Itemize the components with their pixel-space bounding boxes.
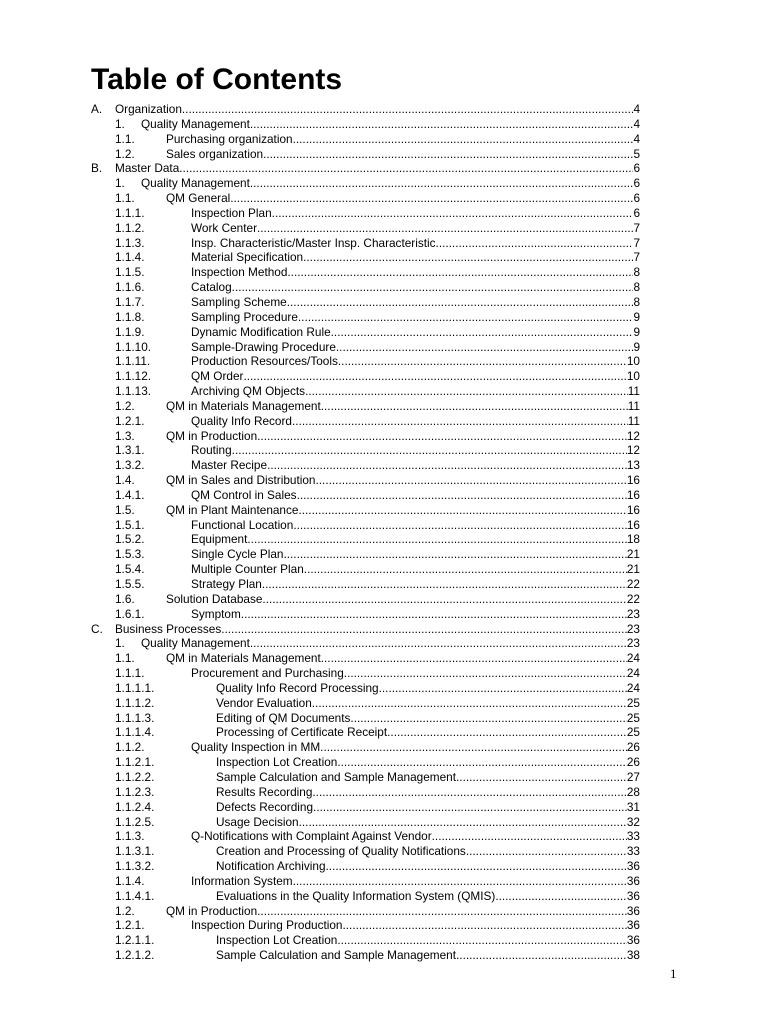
dot-leader [298,310,634,325]
toc-entry-number: 1.1.1. [115,666,145,681]
toc-entry-page: 24 [626,680,640,695]
toc-entry-label: Sampling Scheme [191,294,287,309]
toc-entry-label: Business Processes [115,621,222,636]
toc-entry-label: Archiving QM Objects [191,384,306,399]
toc-entry[interactable] [91,651,640,666]
toc-entry[interactable] [91,844,640,859]
toc-entry-number: 1.4.1. [115,487,145,502]
toc-entry[interactable] [91,696,640,711]
toc-entry[interactable] [91,161,640,176]
dot-leader [262,577,627,592]
dot-leader [432,829,627,844]
toc-entry[interactable] [91,518,640,533]
dot-leader [320,740,627,755]
toc-entry-number: 1.1.3. [115,235,145,250]
toc-entry[interactable] [91,503,640,518]
toc-entry-page: 10 [626,354,640,369]
dot-leader [316,473,627,488]
toc-entry-label: Solution Database [166,591,263,606]
toc-entry[interactable] [91,310,640,325]
toc-entry-label: Quality Management [141,116,250,131]
toc-entry-label: Defects Recording [216,799,314,814]
toc-entry-number: 1.1.13. [115,384,152,399]
dot-leader [182,102,634,117]
toc-entry-number: 1.1.5. [115,265,145,280]
toc-entry-number: 1.1.2. [115,220,145,235]
toc-entry-label: Strategy Plan [191,577,262,591]
dot-leader [257,904,627,919]
toc-entry-page: 6 [633,161,640,176]
toc-entry[interactable] [91,236,640,251]
toc-entry-page: 4 [633,116,640,131]
toc-entry[interactable] [91,725,640,740]
toc-entry-number: 1.1. [115,191,135,206]
dot-leader [293,874,627,889]
toc-entry-label: Insp. Characteristic/Master Insp. Characteristic [191,235,436,250]
toc-entry-page: 28 [626,784,640,799]
toc-entry-page: 13 [626,458,640,473]
dot-leader [312,785,626,800]
toc-entry[interactable] [91,859,640,874]
toc-entry-label: Evaluations in the Quality Information System (QMIS) [216,888,496,903]
toc-entry-page: 21 [626,562,640,577]
toc-entry-number: 1.3.1. [115,443,145,458]
toc-entry-page: 12 [626,428,640,443]
toc-entry-number: 1.5.2. [115,532,145,547]
toc-entry-label: QM in Plant Maintenance [166,502,299,517]
toc-entry[interactable] [91,280,640,295]
toc-entry[interactable] [91,369,640,384]
dot-leader [387,725,627,740]
toc-entry-page: 22 [626,577,640,591]
toc-entry-label: Sampling Procedure [191,309,298,324]
toc-entry-page: 16 [626,502,640,517]
toc-entry-page: 8 [633,280,640,295]
toc-entry[interactable] [91,532,640,547]
toc-entry[interactable] [91,755,640,770]
toc-entry-page: 27 [626,769,640,784]
toc-entry-label: Quality Management [141,636,250,651]
dot-leader [466,844,627,859]
toc-entry-number: 1.3. [115,428,135,443]
dot-leader [250,176,634,191]
toc-entry-label: Quality Info Record Processing [216,680,379,695]
toc-entry[interactable] [91,785,640,800]
toc-entry-page: 32 [626,814,640,829]
toc-entry[interactable] [91,458,640,473]
toc-entry-page: 11 [627,413,640,428]
toc-entry-page: 6 [633,205,640,220]
toc-entry[interactable] [91,117,640,132]
toc-entry-page: 5 [633,146,640,161]
toc-entry-label: QM Order [191,369,244,384]
toc-entry-page: 23 [626,606,640,621]
toc-entry-number: 1.2.1. [115,413,145,428]
toc-entry-label: QM in Materials Management [166,398,321,413]
toc-entry[interactable] [91,176,640,191]
toc-entry-number: 1.5.3. [115,547,145,562]
toc-entry-page: 38 [626,948,640,963]
toc-entry-label: Results Recording [216,784,313,799]
toc-entry-page: 8 [633,294,640,309]
toc-entry-page: 7 [633,250,640,265]
dot-leader [336,340,634,355]
toc-entry-label: QM in Production [166,428,258,443]
toc-entry[interactable] [91,948,640,963]
toc-entry[interactable] [91,488,640,503]
toc-entry-number: 1.2. [115,398,135,413]
toc-entry-label: Production Resources/Tools [191,354,338,369]
toc-entry-label: Single Cycle Plan [191,547,284,562]
toc-entry-number: 1.1.2.1. [115,755,155,770]
toc-entry[interactable] [91,607,640,622]
toc-entry-label: Q-Notifications with Complaint Against Vendor [191,829,432,844]
toc-entry-number: 1. [115,116,125,131]
toc-entry-number: 1.1.4.1. [115,888,155,903]
toc-entry[interactable] [91,711,640,726]
toc-entry-page: 11 [627,398,640,413]
dot-leader [456,770,627,785]
toc-entry-number: 1.1.3. [115,829,145,844]
toc-entry[interactable] [91,681,640,696]
toc-entry[interactable] [91,874,640,889]
toc-entry-label: Vendor Evaluation [216,695,312,710]
toc-entry[interactable] [91,102,640,117]
toc-entry-label: Master Recipe [191,458,268,473]
toc-entry[interactable] [91,918,640,933]
toc-entry[interactable] [91,399,640,414]
dot-leader [293,132,634,147]
toc-entry-label: Sample Calculation and Sample Management [216,948,457,963]
toc-entry-page: 10 [626,369,640,384]
toc-entry[interactable] [91,221,640,236]
dot-leader [297,488,627,503]
toc-entry-number: 1.2. [115,146,135,161]
toc-entry-page: 16 [626,473,640,488]
toc-entry-page: 4 [633,131,640,146]
toc-entry-number: 1.1.1.3. [115,710,155,725]
toc-entry-page: 16 [626,487,640,502]
dot-leader [230,191,633,206]
dot-leader [292,414,628,429]
toc-entry-number: 1.1.1.2. [115,695,155,710]
toc-entry[interactable] [91,473,640,488]
toc-entry-label: Organization [115,102,182,116]
toc-entry-number: 1.4. [115,473,135,488]
toc-entry[interactable] [91,622,640,637]
toc-entry-page: 36 [626,933,640,948]
toc-entry-page: 31 [626,799,640,814]
toc-entry-label: Creation and Processing of Quality Notifications [216,844,466,859]
toc-entry-label: Inspection Lot Creation [216,755,338,770]
toc-entry[interactable] [91,132,640,147]
dot-leader [313,800,627,815]
dot-leader [331,325,634,340]
dot-leader [456,948,627,963]
toc-entry-label: Information System [191,873,293,888]
toc-entry[interactable] [91,740,640,755]
toc-entry-label: Sample-Drawing Procedure [191,339,336,354]
dot-leader [243,369,626,384]
toc-entry[interactable] [91,666,640,681]
toc-entry[interactable] [91,414,640,429]
toc-entry[interactable] [91,443,640,458]
dot-leader [287,265,633,280]
toc-entry[interactable] [91,904,640,919]
toc-entry[interactable] [91,340,640,355]
dot-leader [283,547,626,562]
toc-entry-label: Inspection Lot Creation [216,933,338,948]
toc-entry-label: Functional Location [191,517,294,532]
toc-entry-number: 1.2.1.2. [115,948,155,963]
toc-entry-label: Sales organization [166,146,264,161]
toc-entry-number: 1.1. [115,131,135,146]
toc-entry-number: 1. [115,176,125,191]
dot-leader [379,681,627,696]
toc-entry-label: Material Specification [191,250,304,265]
dot-leader [321,399,628,414]
dot-leader [436,236,634,251]
page-title: Table of Contents [91,63,343,96]
toc-entry[interactable] [91,325,640,340]
table-of-contents [91,102,640,963]
toc-entry-number: 1.1.4. [115,250,145,265]
dot-leader [293,518,627,533]
toc-entry-number: 1.1.12. [115,369,152,384]
toc-entry-page: 25 [626,710,640,725]
toc-entry-number: 1.1. [115,651,135,666]
toc-entry-label: Catalog [191,280,232,295]
toc-entry[interactable] [91,562,640,577]
toc-entry-label: Equipment [191,532,248,547]
toc-entry[interactable] [91,889,640,904]
toc-entry[interactable] [91,815,640,830]
toc-entry-page: 7 [633,220,640,235]
toc-entry-number: 1.1.3.2. [115,859,155,874]
toc-entry-number: 1.1.4. [115,873,145,888]
toc-entry-page: 6 [633,191,640,206]
toc-entry-number: 1.1.2.5. [115,814,155,829]
toc-entry-label: QM in Sales and Distribution [166,473,316,488]
toc-entry-label: Dynamic Modification Rule [191,324,331,339]
toc-entry[interactable] [91,547,640,562]
toc-entry-page: 9 [633,309,640,324]
toc-entry-number: C. [91,621,103,636]
dot-leader [344,666,627,681]
toc-entry-label: Purchasing organization [166,131,293,146]
toc-entry-label: Quality Inspection in MM [191,740,321,755]
toc-entry-page: 9 [633,324,640,339]
toc-entry-number: 1.1.2. [115,740,145,755]
toc-entry-number: 1.1.9. [115,324,145,339]
dot-leader [312,696,627,711]
toc-entry-label: Procurement and Purchasing [191,666,344,681]
toc-entry[interactable] [91,295,640,310]
dot-leader [299,815,627,830]
toc-entry[interactable] [91,147,640,162]
toc-entry-page: 26 [626,755,640,770]
dot-leader [326,859,627,874]
dot-leader [338,354,627,369]
dot-leader [303,250,633,265]
dot-leader [221,622,627,637]
toc-entry-label: Master Data [115,161,180,176]
toc-entry-page: 8 [633,265,640,280]
toc-entry[interactable] [91,829,640,844]
toc-entry-number: A. [91,102,103,116]
toc-entry-label: Routing [191,443,232,458]
toc-entry-page: 24 [626,651,640,666]
toc-entry-number: 1.1.2.4. [115,799,155,814]
toc-entry[interactable] [91,250,640,265]
dot-leader [262,592,626,607]
toc-entry-page: 6 [633,176,640,191]
dot-leader [272,206,634,221]
toc-entry-number: 1.2.1. [115,918,145,933]
toc-entry-page: 25 [626,695,640,710]
toc-entry-number: 1.2.1.1. [115,933,155,948]
toc-entry-page: 11 [627,384,640,399]
toc-entry-page: 25 [626,725,640,740]
toc-entry-page: 33 [626,844,640,859]
toc-entry-page: 23 [626,621,640,636]
toc-entry-page: 7 [633,235,640,250]
toc-entry-page: 36 [626,888,640,903]
dot-leader [250,636,627,651]
toc-entry-number: 1.5.1. [115,517,145,532]
toc-entry-number: 1.3.2. [115,458,145,473]
dot-leader [267,458,627,473]
toc-entry-label: Notification Archiving [216,859,326,874]
toc-entry[interactable] [91,592,640,607]
toc-entry-label: Multiple Counter Plan [191,562,304,577]
toc-entry-page: 22 [626,591,640,606]
dot-leader [495,889,627,904]
dot-leader [232,443,627,458]
toc-entry-number: 1.5.4. [115,562,145,577]
toc-entry-page: 36 [626,859,640,874]
toc-entry-label: Work Center [191,220,257,235]
dot-leader [232,280,634,295]
toc-entry-label: QM Control in Sales [191,487,297,502]
toc-entry-label: QM in Production [166,903,258,918]
page-number: 1 [670,966,677,981]
toc-entry-number: 1.6. [115,591,135,606]
toc-entry[interactable] [91,354,640,369]
toc-entry-number: 1.1.8. [115,309,145,324]
dot-leader [350,711,626,726]
toc-entry-number: 1.5.5. [115,577,145,591]
toc-entry-number: 1.1.2.2. [115,769,155,784]
toc-entry-page: 12 [626,443,640,458]
toc-entry[interactable] [91,636,640,651]
toc-entry[interactable] [91,206,640,221]
dot-leader [241,607,627,622]
toc-entry-number: 1.1.2.3. [115,784,155,799]
toc-entry-page: 26 [626,740,640,755]
dot-leader [298,503,626,518]
toc-entry-page: 4 [633,102,640,116]
toc-entry-number: 1.1.7. [115,294,145,309]
toc-entry-page: 9 [633,339,640,354]
toc-entry-label: Symptom [191,606,241,621]
toc-entry-page: 36 [626,918,640,933]
toc-entry-number: 1.2. [115,903,135,918]
toc-entry-label: Inspection During Production [191,918,343,933]
toc-entry-label: Inspection Plan [191,205,272,220]
toc-entry-number: 1.1.1.4. [115,725,155,740]
toc-entry-page: 21 [626,547,640,562]
toc-entry[interactable] [91,770,640,785]
toc-entry-number: 1.5. [115,502,135,517]
dot-leader [337,933,627,948]
toc-entry[interactable] [91,933,640,948]
toc-entry-number: 1.1.1. [115,205,145,220]
toc-entry-label: Editing of QM Documents [216,710,351,725]
toc-entry-label: QM in Materials Management [166,651,321,666]
dot-leader [179,161,633,176]
toc-entry-page: 23 [626,636,640,651]
toc-entry-label: Quality Info Record [191,413,292,428]
dot-leader [321,651,627,666]
toc-entry[interactable] [91,429,640,444]
toc-entry-number: 1. [115,636,125,651]
toc-entry-number: 1.1.1.1. [115,680,155,695]
toc-entry-page: 36 [626,903,640,918]
toc-entry-number: 1.1.6. [115,280,145,295]
dot-leader [304,562,627,577]
toc-entry-number: 1.1.10. [115,339,152,354]
toc-entry-page: 18 [626,532,640,547]
dot-leader [337,755,627,770]
toc-entry-number: 1.1.3.1. [115,844,155,859]
toc-entry-label: Inspection Method [191,265,288,280]
toc-entry-number: B. [91,161,103,176]
toc-entry-page: 16 [626,517,640,532]
dot-leader [305,384,628,399]
dot-leader [342,918,626,933]
dot-leader [250,117,634,132]
toc-entry-page: 33 [626,829,640,844]
dot-leader [263,147,633,162]
toc-entry-label: Sample Calculation and Sample Management [216,769,457,784]
toc-entry-label: Processing of Certificate Receipt [216,725,388,740]
dot-leader [257,429,627,444]
toc-entry-label: Usage Decision [216,814,299,829]
toc-entry[interactable] [91,800,640,815]
dot-leader [287,295,634,310]
toc-entry[interactable] [91,384,640,399]
toc-entry[interactable] [91,191,640,206]
toc-entry-number: 1.1.11. [115,354,151,369]
toc-entry-number: 1.6.1. [115,606,145,621]
dot-leader [247,532,626,547]
toc-entry-label: Quality Management [141,176,250,191]
toc-entry-label: QM General [166,191,231,206]
toc-entry[interactable] [91,577,640,592]
toc-entry-page: 36 [626,873,640,888]
toc-entry-page: 24 [626,666,640,681]
toc-entry[interactable] [91,265,640,280]
dot-leader [257,221,633,236]
